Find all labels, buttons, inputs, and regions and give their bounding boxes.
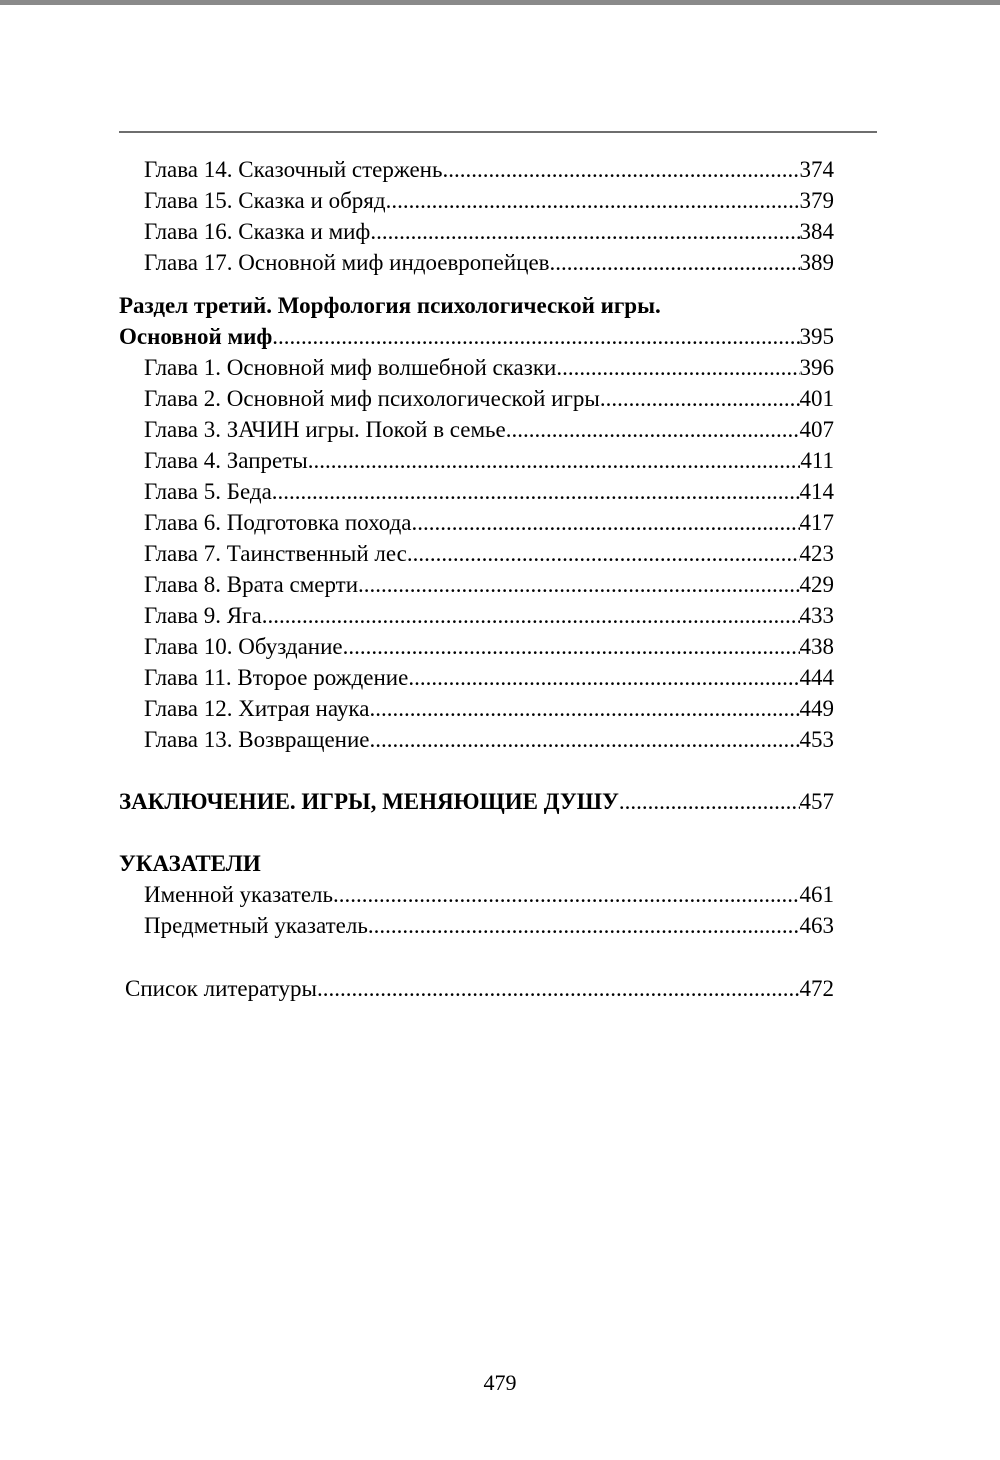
toc-entry-page: 429 [799, 572, 834, 597]
toc-entry [0, 569, 1000, 600]
toc-entry-page: 461 [799, 882, 834, 907]
toc-entry [0, 507, 1000, 538]
dot-leader [619, 786, 800, 817]
toc-entry-title: Глава 14. Сказочный стержень [144, 157, 443, 182]
toc-entry-page: 449 [799, 696, 834, 721]
conclusion-title: ЗАКЛЮЧЕНИЕ. ИГРЫ, МЕНЯЮЩИЕ ДУШУ [119, 789, 619, 814]
toc-entry-page: 379 [799, 188, 834, 213]
dot-leader [370, 724, 800, 755]
toc-entry-title: Глава 7. Таинственный лес [144, 541, 407, 566]
toc-entry-title: Глава 11. Второе рождение [144, 665, 409, 690]
toc-entry-title: Глава 9. Яга [144, 603, 262, 628]
dot-leader [272, 321, 799, 352]
toc-entry [0, 216, 1000, 247]
dot-leader [262, 600, 800, 631]
toc-section-entry [0, 321, 1000, 352]
dot-leader [308, 445, 801, 476]
dot-leader [408, 662, 799, 693]
toc-entry-title: Предметный указатель [144, 913, 368, 938]
toc-entry [0, 383, 1000, 414]
toc-entry-title: Глава 12. Хитрая наука [144, 696, 370, 721]
toc-entry [0, 352, 1000, 383]
toc-entry-title: Глава 1. Основной миф волшебной сказки [144, 355, 557, 380]
toc-entry [0, 185, 1000, 216]
dot-leader [407, 538, 800, 569]
toc-entry-title: Именной указатель [144, 882, 334, 907]
dot-leader [368, 910, 800, 941]
dot-leader [333, 879, 799, 910]
toc-entry-title: Глава 17. Основной миф индоевропейцев [144, 250, 550, 275]
toc-entry-title: Глава 13. Возвращение [144, 727, 370, 752]
page-number: 479 [483, 1370, 517, 1395]
dot-leader [369, 693, 799, 724]
toc-entry-page: 384 [799, 219, 834, 244]
dot-leader [343, 631, 800, 662]
dot-leader [442, 154, 799, 185]
toc-entry-page: 457 [799, 789, 834, 814]
toc-entry-page: 423 [799, 541, 834, 566]
toc-entry-page: 407 [799, 417, 834, 442]
dot-leader [370, 216, 799, 247]
section-heading [0, 290, 1000, 321]
section-title-line1: Раздел третий. Морфология психологической игры. [119, 293, 661, 318]
toc-entry-page: 463 [799, 913, 834, 938]
toc-entry-title: Глава 4. Запреты [144, 448, 308, 473]
dot-leader [411, 507, 799, 538]
toc-entry-page: 444 [799, 665, 834, 690]
header-rule [119, 131, 877, 133]
toc-entry [0, 662, 1000, 693]
toc-entry [0, 247, 1000, 278]
indexes-heading-row [0, 848, 1000, 879]
toc-entry-title: Глава 2. Основной миф психологической игры [144, 386, 600, 411]
toc-entry-page: 374 [799, 157, 834, 182]
toc-entry-page: 395 [799, 324, 834, 349]
toc-entry-page: 417 [799, 510, 834, 535]
dot-leader [550, 247, 800, 278]
toc-entry-page: 453 [799, 727, 834, 752]
toc-bibliography [0, 973, 1000, 1004]
dot-leader [556, 352, 799, 383]
dot-leader [386, 185, 800, 216]
toc-entry [0, 538, 1000, 569]
toc-entry [0, 600, 1000, 631]
toc-entry [0, 154, 1000, 185]
bibliography-title: Список литературы [125, 976, 317, 1001]
toc-entry-title: Глава 10. Обуздание [144, 634, 343, 659]
toc-entry-page: 438 [799, 634, 834, 659]
toc-entry [0, 879, 1000, 910]
toc-entry-title: Глава 5. Беда [144, 479, 272, 504]
toc-entry-page: 396 [799, 355, 834, 380]
toc-entry [0, 445, 1000, 476]
dot-leader [358, 569, 799, 600]
toc-entry-title: Глава 8. Врата смерти [144, 572, 359, 597]
toc-entry [0, 910, 1000, 941]
dot-leader [506, 414, 800, 445]
toc-entry-title: Глава 15. Сказка и обряд [144, 188, 386, 213]
indexes-heading: УКАЗАТЕЛИ [119, 851, 261, 876]
toc-entry [0, 724, 1000, 755]
dot-leader [272, 476, 800, 507]
toc-entry-page: 472 [799, 976, 834, 1001]
toc-entry-page: 433 [799, 603, 834, 628]
toc-entry [0, 631, 1000, 662]
section-title-line2: Основной миф [119, 324, 273, 349]
dot-leader [317, 973, 800, 1004]
toc-entry-page: 401 [799, 386, 834, 411]
toc-conclusion [0, 786, 1000, 817]
toc-entry [0, 476, 1000, 507]
toc-entry [0, 414, 1000, 445]
toc-entry-page: 414 [799, 479, 834, 504]
toc-entry-page: 389 [799, 250, 834, 275]
page-top-edge [0, 0, 1000, 5]
toc-entry-title: Глава 3. ЗАЧИН игры. Покой в семье [144, 417, 506, 442]
toc-entry [0, 693, 1000, 724]
toc-entry-page: 411 [800, 448, 834, 473]
dot-leader [600, 383, 800, 414]
toc-entry-title: Глава 6. Подготовка похода [144, 510, 412, 535]
toc-entry-title: Глава 16. Сказка и миф [144, 219, 371, 244]
